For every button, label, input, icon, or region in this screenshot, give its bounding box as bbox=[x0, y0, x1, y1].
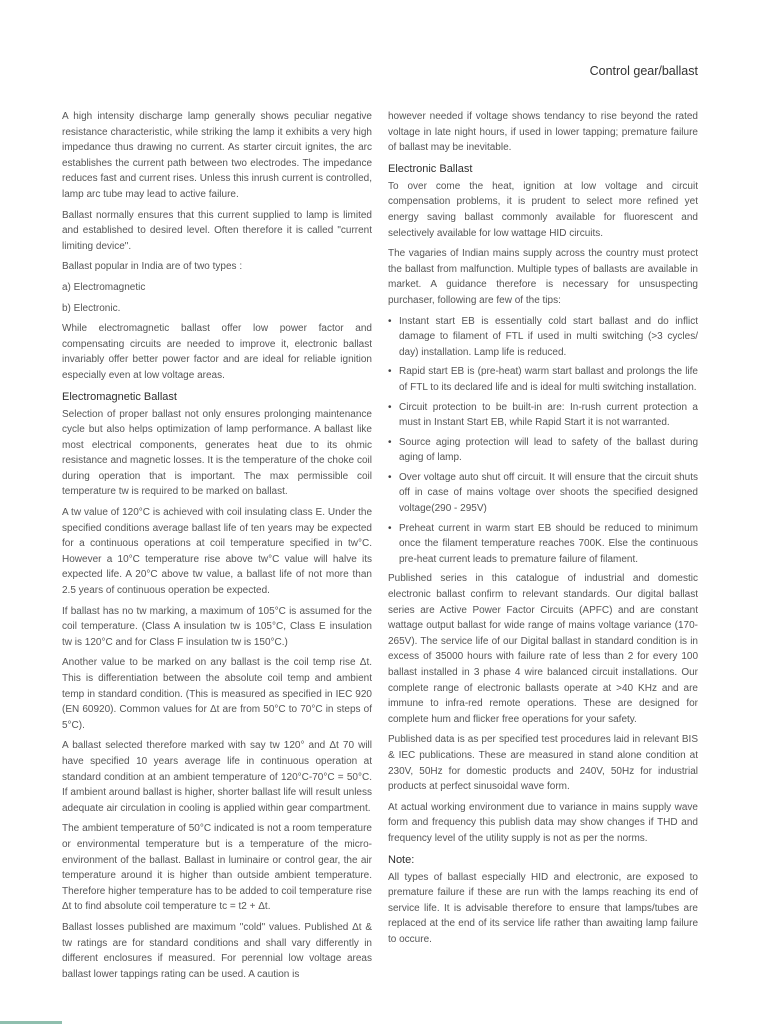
ballast-example-paragraph: A ballast selected therefore marked with say tw 120° and Δt 70 will have specified 10 years average life in continuous operation at standard condition at an ambient temperature of 120°C-70°C = 50°C. If ambient around ballast is higher, shorter ballast life will result unless adequate air circulation in cooling is applied within gear compartment. bbox=[62, 740, 372, 814]
published-series-paragraph: Published series in this catalogue of industrial and domestic electronic ballast confirm to relevant standards. Our digital ballast series are Active Power Factor Circuits (APFC) and are constant wattage output ballast for wide range of mains voltage variance (170-265V). The service life of our Digital ballast in standard condition is in excess of 35000 hours with failure rate of less than 2 for every 100 ballast installed in 3 phase 4 wire balanced circuit installations. Our complete range of electronic ballasts operate at >40 KHz and are immune to infra-red remote operations. These are designed for complete hum and flicker free operations for your safety. bbox=[388, 573, 698, 725]
list-item bbox=[388, 470, 698, 517]
tip-text: Circuit protection to be built-in are: In-rush current protection a must in Instant Start EB, while Rapid Start it is not warranted. bbox=[399, 401, 698, 429]
list-item bbox=[388, 521, 698, 568]
tip-text: Rapid start EB is (pre-heat) warm start ballast and prolongs the life of FTL to its declared life and is ideal for multi switching installation. bbox=[399, 366, 698, 393]
bullet-icon: • bbox=[388, 401, 392, 413]
heading-electromagnetic-ballast: Electromagnetic Ballast bbox=[62, 390, 177, 403]
caution-continuation-paragraph: however needed if voltage shows tendancy to rise beyond the rated voltage in late night hours, if used in lower tapping; premature failure of ballast may be inevitable. bbox=[388, 111, 698, 154]
temp-rise-paragraph: Another value to be marked on any ballast is the coil temp rise Δt. This is differentiation between the absolute coil temp and ambient temp in standard condition. (This is measured as specified in IEC 920 (EN 60920). Common values for Δt are from 50°C to 70°C in steps of 5°C). bbox=[62, 657, 372, 731]
mains-supply-paragraph: The vagaries of Indian mains supply across the country must protect the ballast from malfunction. Multiple types of ballasts are available in market. A guidance therefore is necessary for unsuspecting purchaser, following are few of the tips: bbox=[388, 248, 698, 306]
published-data-paragraph: Published data is as per specified test procedures laid in relevant BIS & IEC publications. These are measured in stand alone condition at 230V, 50Hz for domestic products and 240V, 50Hz for industrial products at perfect sinusoidal wave form. bbox=[388, 734, 698, 793]
electronic-intro-paragraph: To over come the heat, ignition at low voltage and circuit compensation problems, it is prudent to select more refined yet energy saving ballast commonly available for fluorescent and selectively available for low wattage HID circuits. bbox=[388, 180, 698, 239]
tip-text: Preheat current in warm start EB should be reduced to minimum once the filament temperature reaches 700K. Else the continuous pre-heat current leads to premature failure of filament. bbox=[399, 522, 698, 565]
no-tw-marking-paragraph: If ballast has no tw marking, a maximum of 105°C is assumed for the coil temperature. (Class A insulation tw is 105°C, Class E insulation tw is 120°C and for Class F insulation tw is 150°C.) bbox=[62, 605, 372, 648]
bullet-icon: • bbox=[388, 436, 392, 448]
tips-list bbox=[388, 314, 698, 568]
tip-text: Instant start EB is essentially cold start ballast and do inflict damage to filament of FTL if used in multi switching (>3 cycles/ day) installation. Lamp life is reduced. bbox=[399, 315, 698, 358]
type-electromagnetic: a) Electromagnetic bbox=[62, 281, 146, 293]
tip-text: Source aging protection will lead to safety of the ballast during aging of lamp. bbox=[399, 436, 698, 464]
ballast-losses-paragraph: Ballast losses published are maximum "cold" values. Published Δt & tw ratings are for standard conditions and shall vary differently in different enclosures if measured. For perennial low voltage areas ballast lower tappings rating can be used. A caution is bbox=[62, 921, 372, 980]
ballast-purpose-paragraph: Ballast normally ensures that this current supplied to lamp is limited and established to desired level. Often therefore it is called "current limiting device". bbox=[62, 209, 372, 252]
section-title: Control gear/ballast bbox=[589, 64, 698, 78]
type-electronic: b) Electronic. bbox=[62, 302, 121, 314]
list-item bbox=[388, 435, 698, 466]
bullet-icon: • bbox=[388, 366, 392, 378]
working-environment-paragraph: At actual working environment due to variance in mains supply wave form and frequency this publish data may show changes if THD and frequency level of the utility supply is not as per the norms. bbox=[388, 801, 698, 844]
list-item bbox=[388, 314, 698, 361]
ambient-temp-paragraph: The ambient temperature of 50°C indicated is not a room temperature or environmental temperature but is a temperature of the micro-environment of the ballast. Ballast in luminaire or control gear, the air temperature around it is higher than outside ambient temperature. Therefore higher temperature has to be added to coil temperature rise Δt to find absolute coil temperature tc = t2 + Δt. bbox=[62, 823, 372, 913]
list-item bbox=[388, 400, 698, 431]
heading-note: Note: bbox=[388, 853, 415, 866]
intro-paragraph: A high intensity discharge lamp generally shows peculiar negative resistance characteristic, while striking the lamp it exhibits a very high impedance thus drawing no current. As starter circuit ignites, the arc establishes the current path between two electrodes. The impedance reduces fast and current rises. Unless this inrush current is controlled, lamp arc tube may lead to active failure. bbox=[62, 111, 372, 200]
comparison-paragraph: While electromagnetic ballast offer low power factor and compensating circuits are needed to improve it, electronic ballast invariably offer better power factor and are ideal for reliable ignition especially even at low voltage areas. bbox=[62, 323, 372, 381]
note-paragraph: All types of ballast especially HID and electronic, are exposed to premature failure if these are run with the lamps reaching its end of service life. It is advisable therefore to ensure that lamps/tubes are replaced at the end of its service life rather than awaiting lamp failure to occure. bbox=[388, 871, 698, 945]
heading-electronic-ballast: Electronic Ballast bbox=[388, 162, 473, 175]
left-column bbox=[62, 109, 372, 987]
list-item bbox=[388, 364, 698, 395]
ballast-types-paragraph: Ballast popular in India are of two types : bbox=[62, 261, 243, 273]
selection-paragraph: Selection of proper ballast not only ensures prolonging maintenance cycle but also helps optimization of lamp performance. A ballast like most electrical components, generates heat due to its ohmic resistance and magnetic losses. It is the temperature of the choke coil during operation that is important. The max permissible coil temperature tw is required to be marked on ballast. bbox=[62, 408, 372, 498]
right-column bbox=[388, 109, 698, 953]
bullet-icon: • bbox=[388, 471, 392, 483]
bullet-icon: • bbox=[388, 315, 392, 327]
bullet-icon: • bbox=[388, 522, 392, 534]
tw-value-paragraph: A tw value of 120°C is achieved with coil insulating class E. Under the specified conditions average ballast life of ten years may be expected for a continuous operations at coil temperature specified in tw°C. However a 10°C temperature rise above tw°C value will halve its expected life. A 20°C above tw value, a ballast life of not more than 2.5 years of continuous operation be expected. bbox=[62, 507, 372, 597]
tip-text: Over voltage auto shut off circuit. It will ensure that the circuit shuts off in case of mains voltage over shoots the specified designed voltage(290 - 295V) bbox=[399, 471, 698, 515]
